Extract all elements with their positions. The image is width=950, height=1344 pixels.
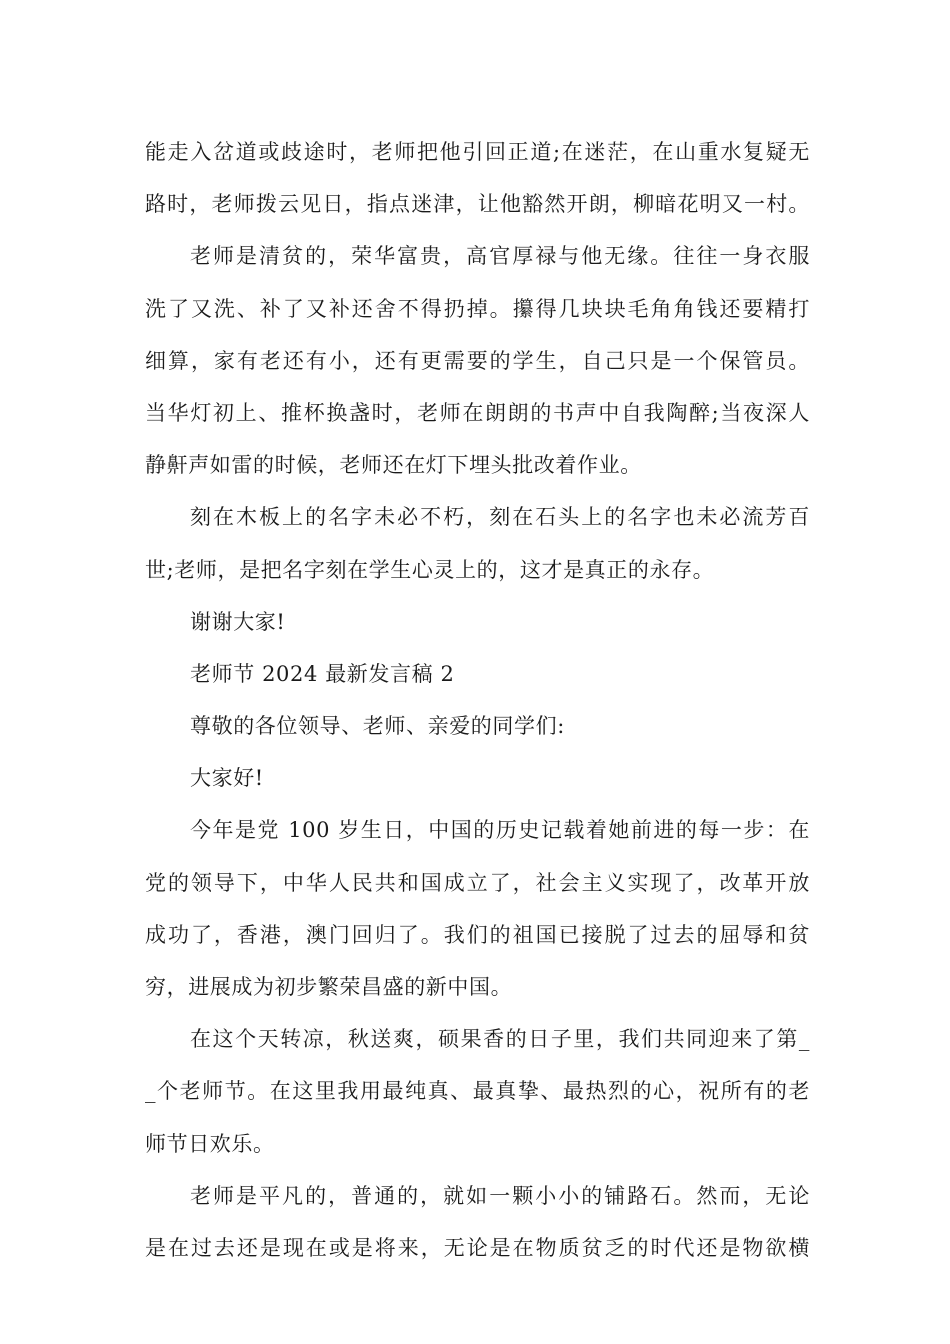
text-line: 是在过去还是现在或是将来，无论是在物质贫乏的时代还是物欲横 [145, 1235, 810, 1260]
text-line: 在这个天转凉，秋送爽，硕果香的日子里，我们共同迎来了第_ [190, 1027, 810, 1052]
text-line: 成功了，香港，澳门回归了。我们的祖国已接脱了过去的屈辱和贫 [145, 922, 810, 947]
text-line: 今年是党 100 岁生日，中国的历史记载着她前进的每一步：在 [190, 818, 810, 843]
text-line: 尊敬的各位领导、老师、亲爱的同学们: [190, 714, 565, 739]
text-line: 洗了又洗、补了又补还舍不得扔掉。攥得几块块毛角角钱还要精打 [145, 296, 810, 321]
text-line: 老师是平凡的，普通的，就如一颗小小的铺路石。然而，无论 [190, 1183, 810, 1208]
document-body [145, 126, 810, 1274]
text-line: 穷，进展成为初步繁荣昌盛的新中国。 [145, 975, 513, 999]
text-line: 党的领导下，中华人民共和国成立了，社会主义实现了，改革开放 [145, 870, 810, 895]
text-line: 世;老师，是把名字刻在学生心灵上的，这才是真正的永存。 [145, 557, 715, 582]
text-line: 刻在木板上的名字未必不朽，刻在石头上的名字也未必流芳百 [190, 505, 810, 530]
text-line: 细算，家有老还有小，还有更需要的学生，自己只是一个保管员。 [145, 348, 810, 373]
text-line: 路时，老师拨云见日，指点迷津，让他豁然开朗，柳暗花明又一村。 [145, 192, 810, 217]
text-line: 能走入岔道或歧途时，老师把他引回正道;在迷茫，在山重水复疑无 [145, 140, 810, 164]
text-line: 谢谢大家! [190, 609, 286, 634]
text-line: 老师节 2024 最新发言稿 2 [190, 661, 455, 686]
text-line: 师节日欢乐。 [145, 1131, 275, 1156]
text-line: 老师是清贫的，荣华富贵，高官厚禄与他无缘。往往一身衣服 [190, 244, 810, 269]
text-line: _个老师节。在这里我用最纯真、最真挚、最热烈的心，祝所有的老 [145, 1079, 810, 1104]
text-line: 静鼾声如雷的时候，老师还在灯下埋头批改着作业。 [145, 453, 642, 478]
text-line: 当华灯初上、推杯换盏时，老师在朗朗的书声中自我陶醉;当夜深人 [145, 400, 810, 425]
text-line: 大家好! [190, 766, 264, 791]
